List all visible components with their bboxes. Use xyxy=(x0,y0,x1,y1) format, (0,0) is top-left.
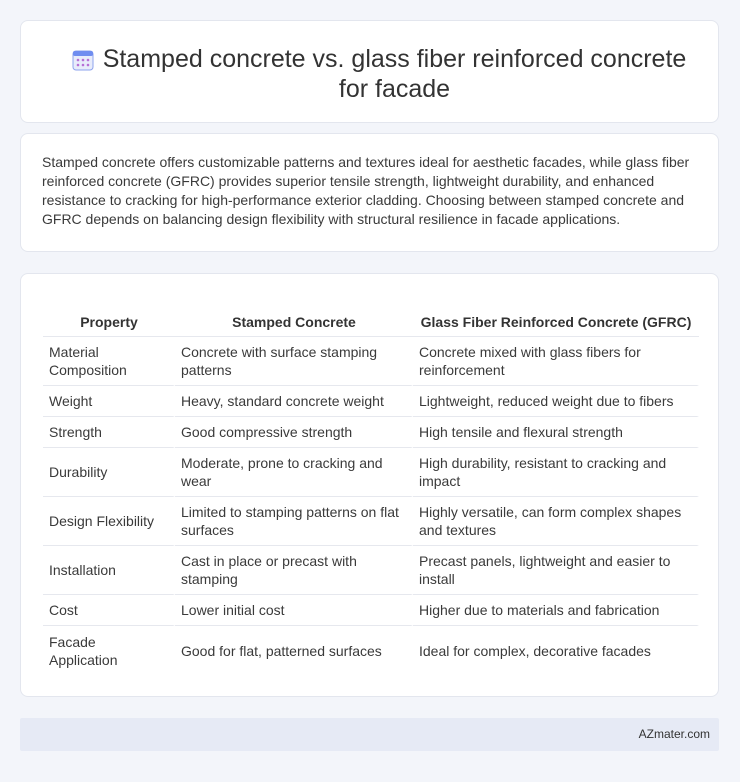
row-property: Design Flexibility xyxy=(43,497,175,546)
row-stamped: Cast in place or precast with stamping xyxy=(175,546,413,595)
table-row xyxy=(43,546,699,595)
row-stamped: Heavy, standard concrete weight xyxy=(175,386,413,417)
row-property: Cost xyxy=(43,595,175,626)
row-property: Durability xyxy=(43,448,175,497)
row-gfrc: Higher due to materials and fabrication xyxy=(413,595,699,626)
table-header-row xyxy=(43,294,699,337)
table-row xyxy=(43,417,699,448)
row-property: Installation xyxy=(43,546,175,595)
row-gfrc: Ideal for complex, decorative facades xyxy=(413,626,699,675)
row-property: Material Composition xyxy=(43,337,175,386)
title-card xyxy=(20,20,719,123)
row-stamped: Good compressive strength xyxy=(175,417,413,448)
row-stamped: Lower initial cost xyxy=(175,595,413,626)
row-stamped: Concrete with surface stamping patterns xyxy=(175,337,413,386)
row-property: Facade Application xyxy=(43,626,175,675)
header-property: Property xyxy=(43,294,175,337)
table-row xyxy=(43,448,699,497)
intro-card xyxy=(20,133,719,252)
comparison-table xyxy=(43,294,699,675)
table-row xyxy=(43,626,699,675)
table-row xyxy=(43,386,699,417)
row-gfrc: High durability, resistant to cracking and impact xyxy=(413,448,699,497)
intro-paragraph: Stamped concrete offers customizable patterns and textures ideal for aesthetic facades, while glass fiber reinforced concrete (GFRC) provides superior tensile strength, lightweight durability, and enhanced resistance to cracking for high-performance exterior cladding. Choosing between stamped concrete and GFRC depends on balancing design flexibility with structural resilience in facade applications. xyxy=(42,154,690,227)
row-stamped: Good for flat, patterned surfaces xyxy=(175,626,413,675)
header-gfrc: Glass Fiber Reinforced Concrete (GFRC) xyxy=(413,294,699,337)
row-property: Weight xyxy=(43,386,175,417)
header-stamped-concrete: Stamped Concrete xyxy=(175,294,413,337)
row-gfrc: High tensile and flexural strength xyxy=(413,417,699,448)
table-row xyxy=(43,595,699,626)
footer xyxy=(20,718,719,751)
row-stamped: Limited to stamping patterns on flat surfaces xyxy=(175,497,413,546)
row-gfrc: Precast panels, lightweight and easier to install xyxy=(413,546,699,595)
footer-brand[interactable]: AZmater.com xyxy=(638,727,710,741)
page-title: Stamped concrete vs. glass fiber reinforced concrete for facade xyxy=(102,45,687,103)
row-property: Strength xyxy=(43,417,175,448)
row-gfrc: Highly versatile, can form complex shapes and textures xyxy=(413,497,699,546)
table-card xyxy=(20,273,719,697)
row-gfrc: Lightweight, reduced weight due to fibers xyxy=(413,386,699,417)
table-row xyxy=(43,337,699,386)
table-row xyxy=(43,497,699,546)
row-stamped: Moderate, prone to cracking and wear xyxy=(175,448,413,497)
row-gfrc: Concrete mixed with glass fibers for reinforcement xyxy=(413,337,699,386)
